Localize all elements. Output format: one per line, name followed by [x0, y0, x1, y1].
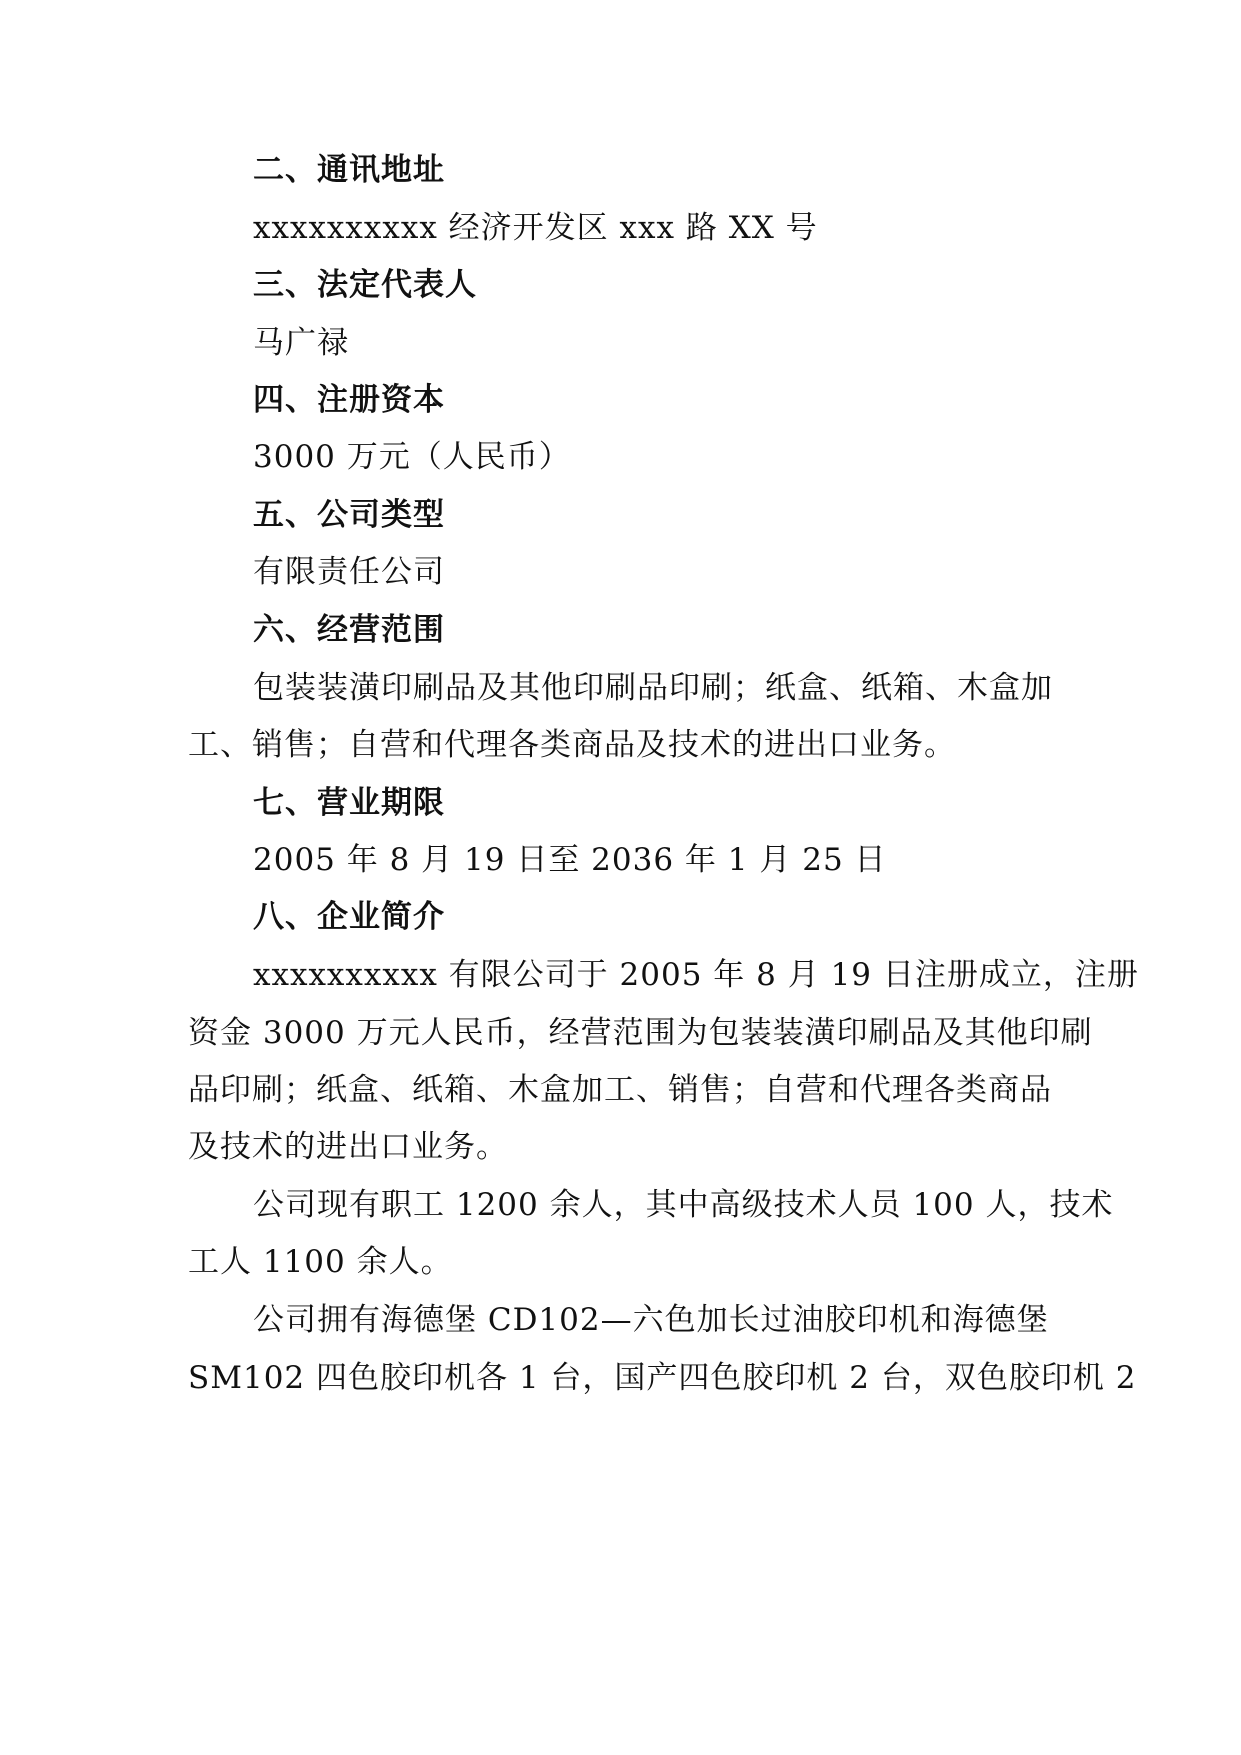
section-heading-registered-capital: 四、注册资本: [253, 382, 445, 418]
profile-paragraph-3-line-1: 公司拥有海德堡 CD102—六色加长过油胶印机和海德堡: [253, 1302, 1049, 1338]
company-type-text: 有限责任公司: [253, 554, 445, 590]
business-term-text: 2005 年 8 月 19 日至 2036 年 1 月 25 日: [253, 842, 887, 878]
profile-paragraph-3-line-2: SM102 四色胶印机各 1 台，国产四色胶印机 2 台，双色胶印机 2: [188, 1360, 1137, 1396]
section-heading-company-type: 五、公司类型: [253, 497, 445, 533]
profile-paragraph-2-line-2: 工人 1100 余人。: [188, 1244, 453, 1280]
address-text: xxxxxxxxxx 经济开发区 xxx 路 XX 号: [253, 210, 818, 246]
section-heading-business-term: 七、营业期限: [253, 785, 445, 821]
section-heading-company-profile: 八、企业简介: [253, 899, 445, 935]
section-heading-legal-representative: 三、法定代表人: [253, 267, 477, 303]
registered-capital-text: 3000 万元（人民币）: [253, 439, 571, 475]
business-scope-line-1: 包装装潢印刷品及其他印刷品印刷；纸盒、纸箱、木盒加: [253, 670, 1053, 706]
profile-paragraph-1-line-2: 资金 3000 万元人民币，经营范围为包装装潢印刷品及其他印刷: [188, 1015, 1093, 1051]
business-scope-line-2: 工、销售；自营和代理各类商品及技术的进出口业务。: [188, 727, 956, 763]
profile-paragraph-1-line-1: xxxxxxxxxx 有限公司于 2005 年 8 月 19 日注册成立，注册: [253, 957, 1139, 993]
section-heading-business-scope: 六、经营范围: [253, 612, 445, 648]
profile-paragraph-1-line-3: 品印刷；纸盒、纸箱、木盒加工、销售；自营和代理各类商品: [188, 1072, 1052, 1108]
legal-representative-text: 马广禄: [253, 325, 349, 361]
section-heading-address: 二、通讯地址: [253, 152, 445, 188]
profile-paragraph-2-line-1: 公司现有职工 1200 余人，其中高级技术人员 100 人，技术: [253, 1187, 1114, 1223]
profile-paragraph-1-line-4: 及技术的进出口业务。: [188, 1129, 508, 1165]
